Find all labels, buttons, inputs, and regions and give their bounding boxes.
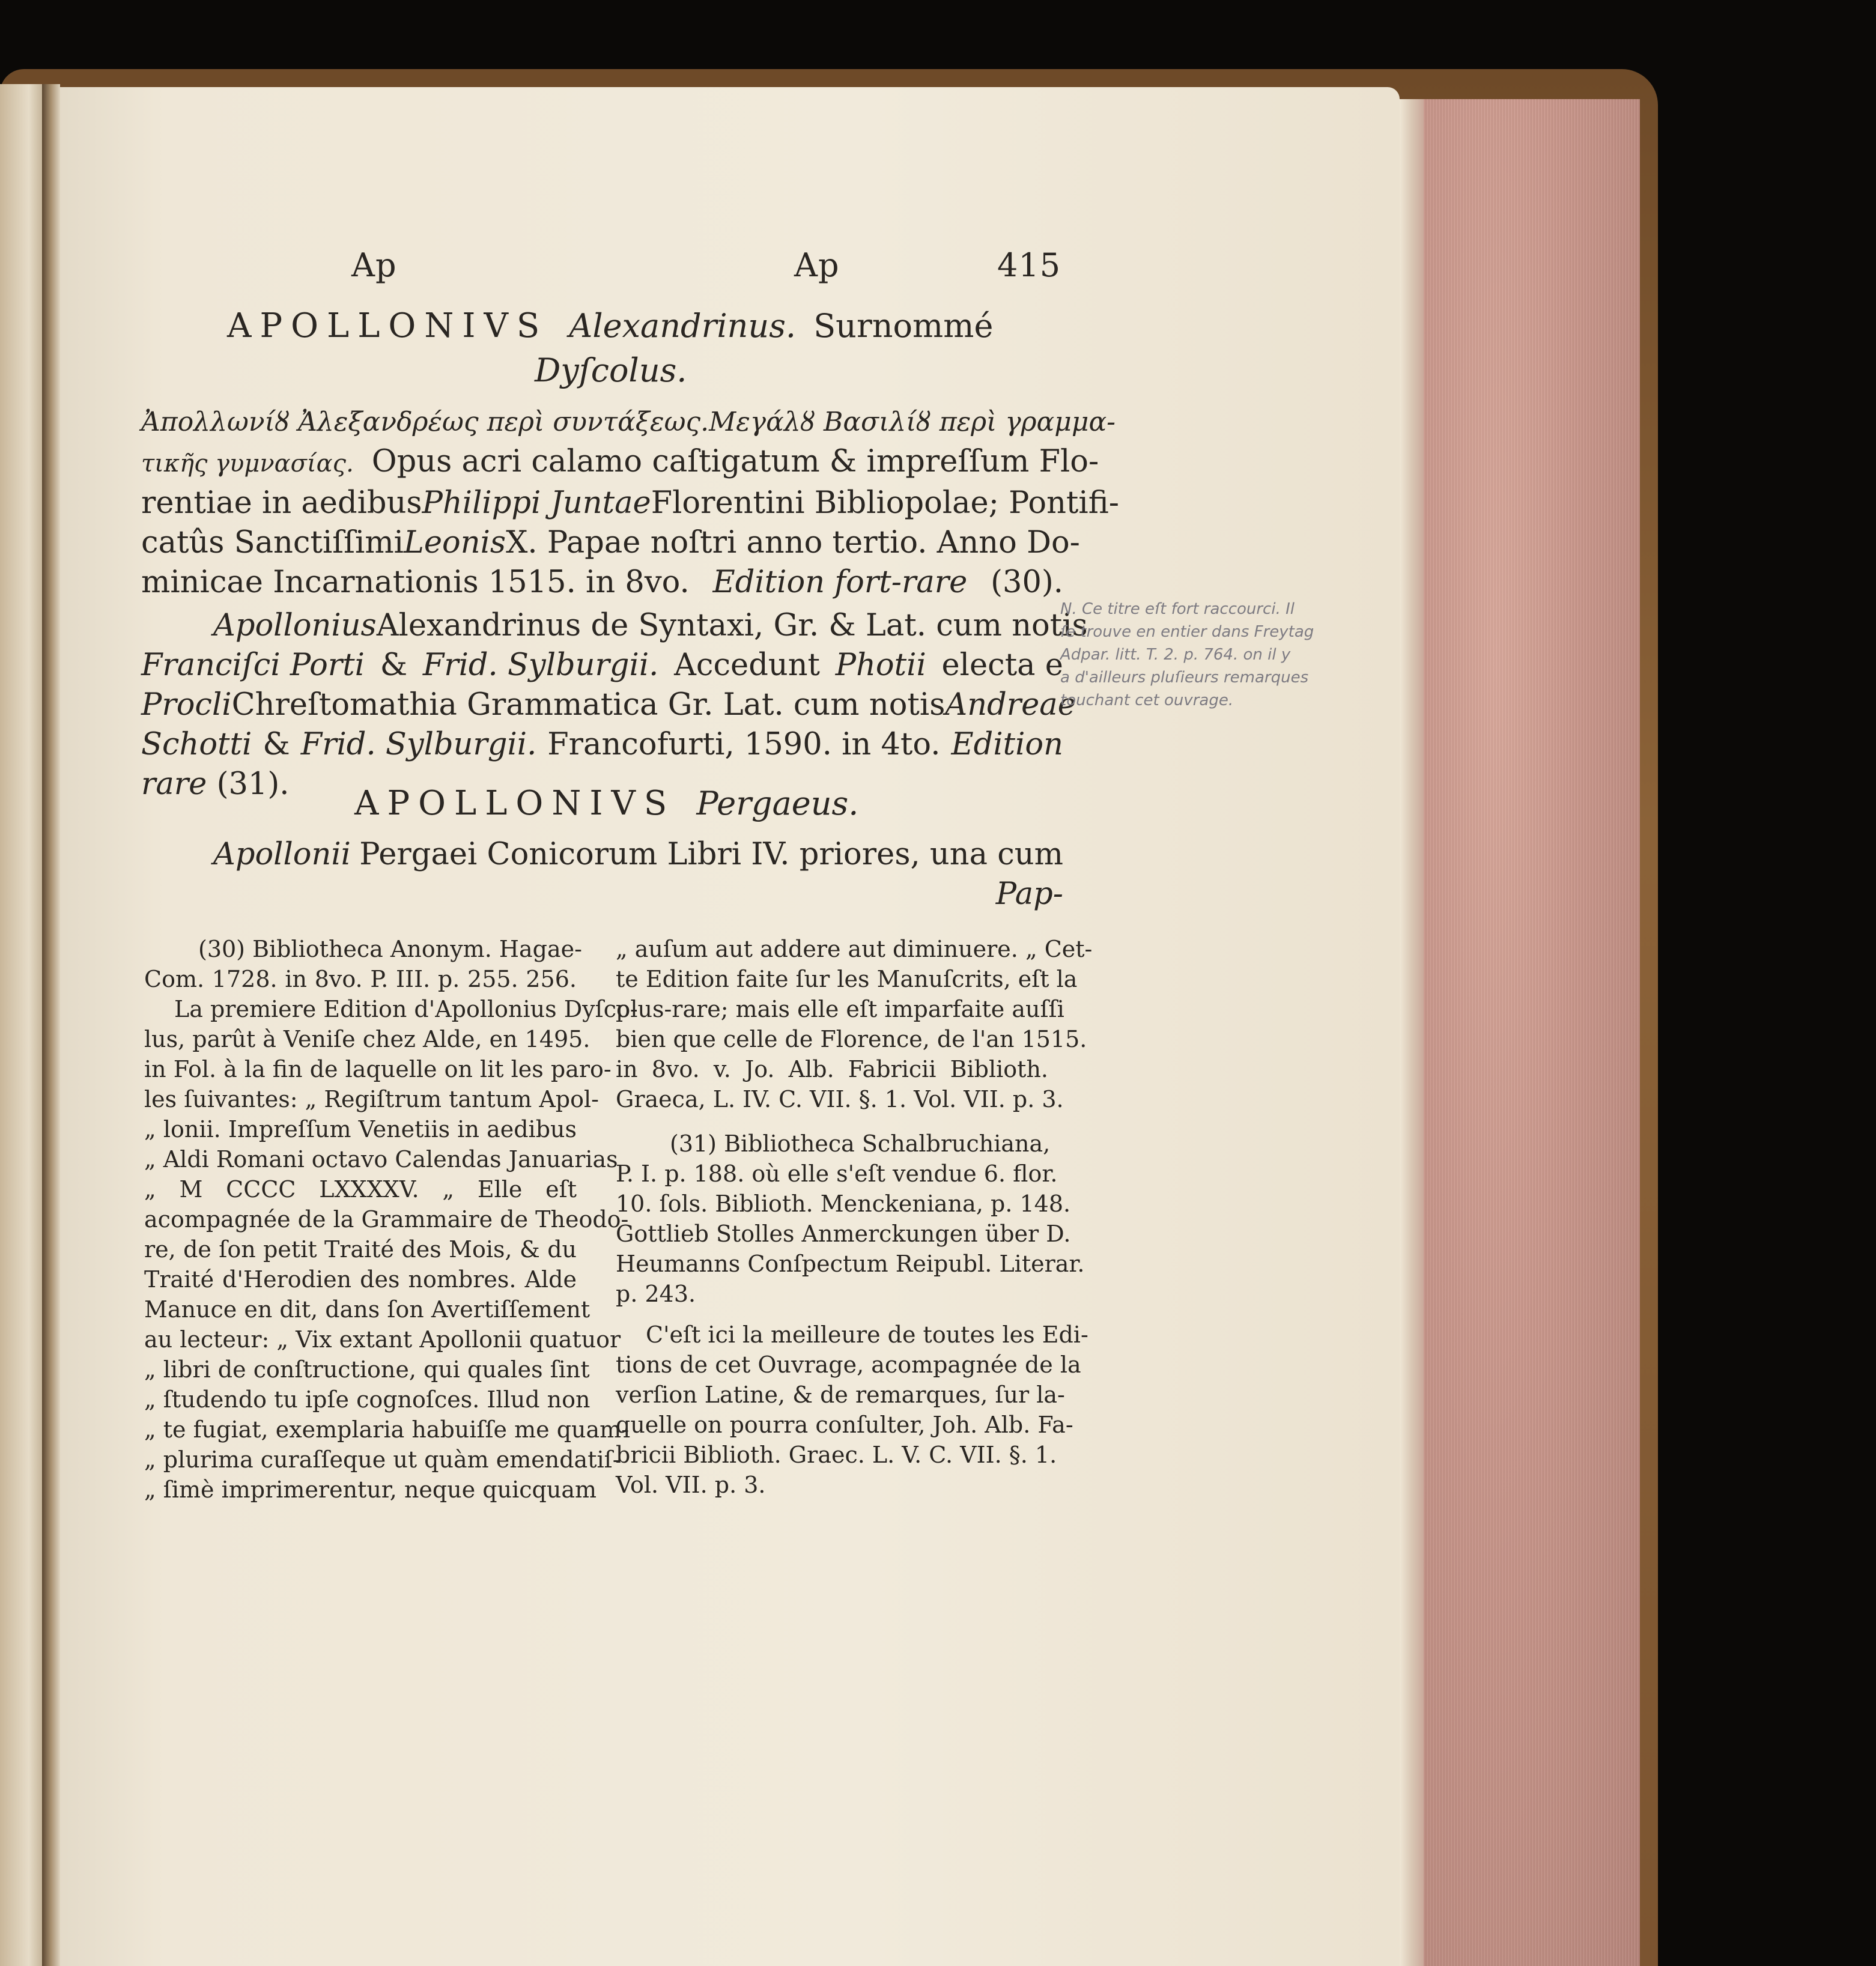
para2-l2-d: Accedunt <box>674 648 821 683</box>
note-left-line: „ plurima curaſſeque ut quàm emendatiſ- <box>144 1446 621 1473</box>
running-header-center: Ap <box>794 246 840 284</box>
para2-l1-b: Alexandrinus de Syntaxi, Gr. & Lat. cum notis <box>376 608 1088 643</box>
heading2-caps: APOLLONIVS <box>354 784 676 823</box>
pencil-marginal-note <box>1060 598 1385 712</box>
greek-title-3: τικῆς γυμνασίας. <box>141 450 354 478</box>
entry2-l1-b: Pergaei Conicorum Libri IV. priores, una cum <box>359 837 1063 872</box>
para2-l2-b: & <box>380 648 408 683</box>
note-right-line: in 8vo. v. Jo. Alb. Fabricii Biblioth. <box>616 1056 1048 1082</box>
note-left-line: les ſuivantes: „ Regiſtrum tantum Apol- <box>144 1086 599 1112</box>
note-right-line: tions de cet Ouvrage, acompagnée de la <box>616 1352 1081 1378</box>
page-number: 415 <box>997 246 1061 284</box>
para2-line-3 <box>141 685 1076 725</box>
note-right-line: Graeca, L. IV. C. VII. §. 1. Vol. VII. p. 3. <box>616 1086 1064 1112</box>
line2-text: Opus acri calamo caſtigatum & impreſſum Flo- <box>371 444 1099 479</box>
entry2-body <box>141 835 1063 914</box>
para2-l4-d: Francofurti, 1590. in 4to. <box>547 727 941 762</box>
note-right-line: Gottlieb Stolles Anmerckungen über D. <box>616 1221 1071 1247</box>
para2-l3-b: Chreſtomathia Grammatica Gr. Lat. cum notis <box>231 687 946 723</box>
line5-c: (30). <box>991 565 1063 600</box>
line3-b: Philippi Juntae <box>422 485 651 521</box>
greek-title-1: Ἀπολλωνίȣ Ἀλεξανδρέως περὶ συντάξεως. <box>141 407 709 437</box>
para2-l4-b: & <box>263 727 290 762</box>
note-left-line: La premiere Edition d'Apollonius Dyſco- <box>174 996 638 1022</box>
entry2-l2: Pap- <box>995 876 1063 912</box>
note-left-line: „ M CCCC LXXXXV. „ Elle eſt <box>144 1176 577 1203</box>
footnotes-left-column <box>144 934 638 1505</box>
note-left-line: re, de ſon petit Traité des Mois, & du <box>144 1236 577 1263</box>
body-line-5 <box>141 563 1063 602</box>
pencil-line: touchant cet ouvrage. <box>1060 691 1234 709</box>
body-line-2 <box>141 442 1099 484</box>
para2-l4-a: Schotti <box>141 727 252 762</box>
note-right-line: verſion Latine, & de remarques, ſur la- <box>616 1382 1065 1408</box>
entry-heading-alexandrinus <box>227 306 993 345</box>
para2-l2-a: Franciſci Porti <box>141 648 365 683</box>
para2-l2-f: electa e <box>941 648 1063 683</box>
note-right-line: 10. ſols. Biblioth. Menckeniana, p. 148. <box>616 1191 1071 1217</box>
line4-c: X. Papae noſtri anno tertio. Anno Do- <box>506 525 1080 560</box>
entry2-line-1 <box>141 835 1063 875</box>
note-left-line: „ ſtudendo tu ipſe cognoſces. Illud non <box>144 1386 590 1413</box>
note-right-line: bien que celle de Florence, de l'an 1515. <box>616 1026 1087 1052</box>
note-right-line: C'eſt ici la meilleure de toutes les Edi- <box>646 1321 1088 1348</box>
note-right-line: te Edition faite ſur les Manuſcrits, eſt la <box>616 966 1078 992</box>
para2-line-4 <box>141 725 1063 765</box>
pencil-line: N. Ce titre eſt fort raccourci. Il <box>1060 600 1295 618</box>
pencil-line: a d'ailleurs pluſieurs remarques <box>1060 669 1309 687</box>
note-right-line: (31) Bibliotheca Schalbruchiana, <box>670 1130 1051 1157</box>
para2-l5-a: rare <box>141 766 207 802</box>
note-right-line: Vol. VII. p. 3. <box>616 1472 766 1498</box>
para2-line-2 <box>141 646 1063 685</box>
running-header-left: Ap <box>351 246 397 284</box>
heading-rest: Surnommé <box>813 307 994 345</box>
note-left-line: Com. 1728. in 8vo. P. III. p. 255. 256. <box>144 966 577 992</box>
line4-a: catûs Sanctiſſimi <box>141 525 404 560</box>
note-right-line: „ auſum aut addere aut diminuere. „ Cet- <box>616 936 1093 962</box>
footnotes-right-column <box>616 934 1093 1500</box>
para2-l3-c: Andreae <box>945 687 1076 723</box>
para2-l2-c: Frid. Sylburgii. <box>422 648 659 683</box>
note-right-line: P. I. p. 188. où elle s'eſt vendue 6. flor. <box>616 1160 1058 1187</box>
entry2-l1-a: Apollonii <box>213 837 351 872</box>
heading2-italic: Pergaeus. <box>696 784 859 822</box>
heading-italic: Alexandrinus. <box>569 307 797 345</box>
body-line-3 <box>141 484 1119 523</box>
line3-a: rentiae in aedibus <box>141 485 422 521</box>
line3-c: Florentini Bibliopolae; Pontifi- <box>651 485 1119 521</box>
heading-line2: Dyſcolus. <box>535 351 687 389</box>
para2-line-1 <box>141 606 1088 646</box>
heading-caps: APOLLONIVS <box>227 306 548 345</box>
entry2-line-2 <box>141 875 1063 914</box>
line5-b: Edition fort-rare <box>712 565 968 600</box>
entry1-body <box>141 402 1119 804</box>
line4-b: Leonis <box>404 525 506 560</box>
note-right-line: p. 243. <box>616 1281 696 1307</box>
note-left-line: lus, parût à Veniſe chez Alde, en 1495. <box>144 1026 590 1052</box>
note-left-line: „ libri de conſtructione, qui quales ſint <box>144 1356 590 1383</box>
note-left-line: „ lonii. Impreſſum Venetiis in aedibus <box>144 1116 577 1142</box>
para2-l5-b: (31). <box>216 766 290 802</box>
pencil-line: ſe trouve en entier dans Freytag <box>1060 623 1314 641</box>
note-right-line: Heumanns Conſpectum Reipubl. Literar. <box>616 1251 1085 1277</box>
para2-l4-c: Frid. Sylburgii. <box>300 727 537 762</box>
entry-heading-pergaeus <box>354 784 858 823</box>
note-left-line: „ ſimè imprimerentur, neque quicquam <box>144 1476 597 1503</box>
pencil-line: Adpar. litt. T. 2. p. 764. on il y <box>1060 646 1291 664</box>
para2-l2-e: Photii <box>835 648 926 683</box>
note-right-line: bricii Biblioth. Graec. L. V. C. VII. §. 1. <box>616 1442 1057 1468</box>
note-right-line: plus-rare; mais elle eſt imparfaite auſſi <box>616 996 1064 1022</box>
note-left-line: (30) Bibliotheca Anonym. Hagae- <box>198 936 582 962</box>
para2-l4-e: Edition <box>951 727 1063 762</box>
para2-l1-a: Apollonius <box>213 608 377 643</box>
note-left-line: in Fol. à la fin de laquelle on lit les paro- <box>144 1056 612 1082</box>
note-left-line: au lecteur: „ Vix extant Apollonii quatuor <box>144 1326 621 1353</box>
greek-title-2: Μεγάλȣ Βασιλίȣ περὶ γραμμα- <box>709 407 1116 437</box>
note-left-line: „ te fugiat, exemplaria habuiſſe me quam- <box>144 1416 630 1443</box>
note-left-line: „ Aldi Romani octavo Calendas Januarias <box>144 1146 618 1173</box>
para2-l3-a: Procli <box>141 687 232 723</box>
body-line-4 <box>141 523 1080 563</box>
greek-line-1 <box>141 402 1116 442</box>
line5-a: minicae Incarnationis 1515. in 8vo. <box>141 565 690 600</box>
note-left-line: Manuce en dit, dans ſon Avertiſſement <box>144 1296 590 1323</box>
note-left-line: acompagnée de la Grammaire de Theodo- <box>144 1206 629 1233</box>
note-left-line: Traité d'Herodien des nombres. Alde <box>144 1266 577 1293</box>
note-right-line: quelle on pourra conſulter, Joh. Alb. Fa- <box>616 1412 1073 1438</box>
